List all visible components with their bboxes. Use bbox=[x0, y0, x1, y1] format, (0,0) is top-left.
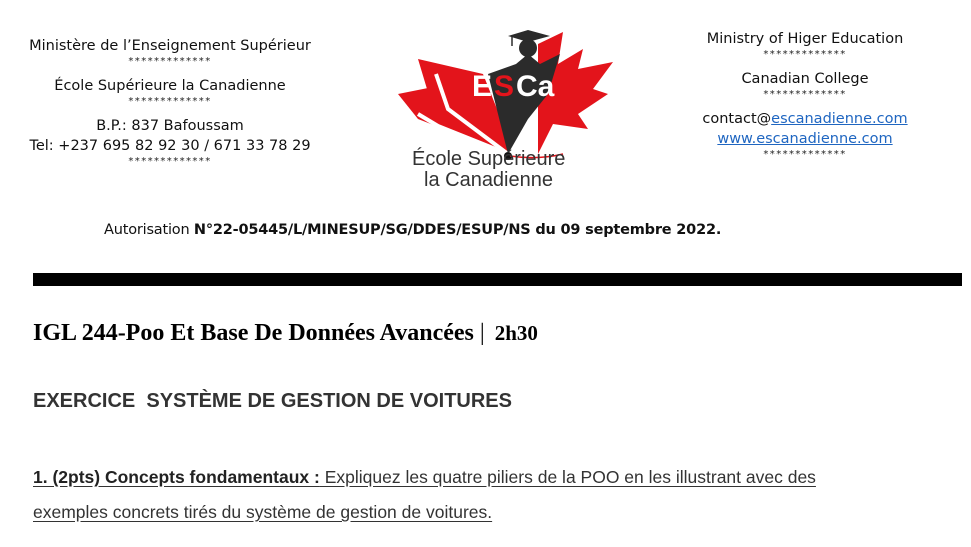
website-link[interactable]: www.escanadienne.com bbox=[717, 131, 893, 147]
separator-stars: ************* bbox=[763, 89, 847, 100]
exercise-heading: EXERCICE SYSTÈME DE GESTION DE VOITURES bbox=[33, 390, 512, 412]
ministry-fr: Ministère de l’Enseignement Supérieur bbox=[29, 38, 311, 54]
separator-stars: ************* bbox=[763, 49, 847, 60]
school-name-fr: École Supérieure la Canadienne bbox=[54, 78, 286, 94]
question-1 bbox=[33, 460, 873, 530]
graduation-cap-icon bbox=[508, 30, 550, 42]
authorization-line bbox=[104, 222, 721, 238]
authorization-reference: N°22-05445/L/MINESUP/SG/DDES/ESUP/NS du 09 septembre 2022. bbox=[193, 222, 722, 238]
course-title bbox=[33, 320, 538, 347]
phone-numbers: Tel: +237 695 82 92 30 / 671 33 78 29 bbox=[29, 138, 311, 154]
title-separator: | bbox=[479, 320, 485, 346]
header-right-block bbox=[680, 29, 930, 161]
separator-stars: ************* bbox=[128, 156, 212, 167]
email-link[interactable]: escanadienne.com bbox=[771, 111, 908, 127]
svg-text:Ca: Ca bbox=[516, 70, 555, 103]
svg-text:E: E bbox=[472, 70, 493, 103]
separator-stars: ************* bbox=[128, 96, 212, 107]
svg-text:S: S bbox=[494, 70, 515, 103]
po-box: B.P.: 837 Bafoussam bbox=[96, 118, 244, 134]
college-name-en: Canadian College bbox=[741, 71, 869, 87]
school-logo bbox=[388, 14, 638, 194]
header-left-block bbox=[10, 36, 330, 168]
question-text: Expliquez les quatre piliers de la POO en les illustrant avec des exemples concrets tirés du système de gestion de voitures. bbox=[33, 467, 816, 522]
website bbox=[680, 129, 930, 149]
email-prefix: contact@ bbox=[702, 111, 772, 127]
separator-stars: ************* bbox=[128, 56, 212, 67]
question-label: 1. (2pts) Concepts fondamentaux : bbox=[33, 467, 320, 487]
contact-email bbox=[680, 109, 930, 129]
header-divider bbox=[33, 273, 962, 286]
authorization-label: Autorisation bbox=[104, 222, 194, 238]
svg-text:École Supérieure: École Supérieure bbox=[412, 148, 566, 170]
ministry-en: Ministry of Higer Education bbox=[706, 31, 904, 47]
exam-duration: 2h30 bbox=[494, 321, 538, 345]
svg-text:la Canadienne: la Canadienne bbox=[424, 169, 553, 191]
course-name: IGL 244-Poo Et Base De Données Avancées bbox=[33, 320, 474, 346]
separator-stars: ************* bbox=[763, 149, 847, 160]
